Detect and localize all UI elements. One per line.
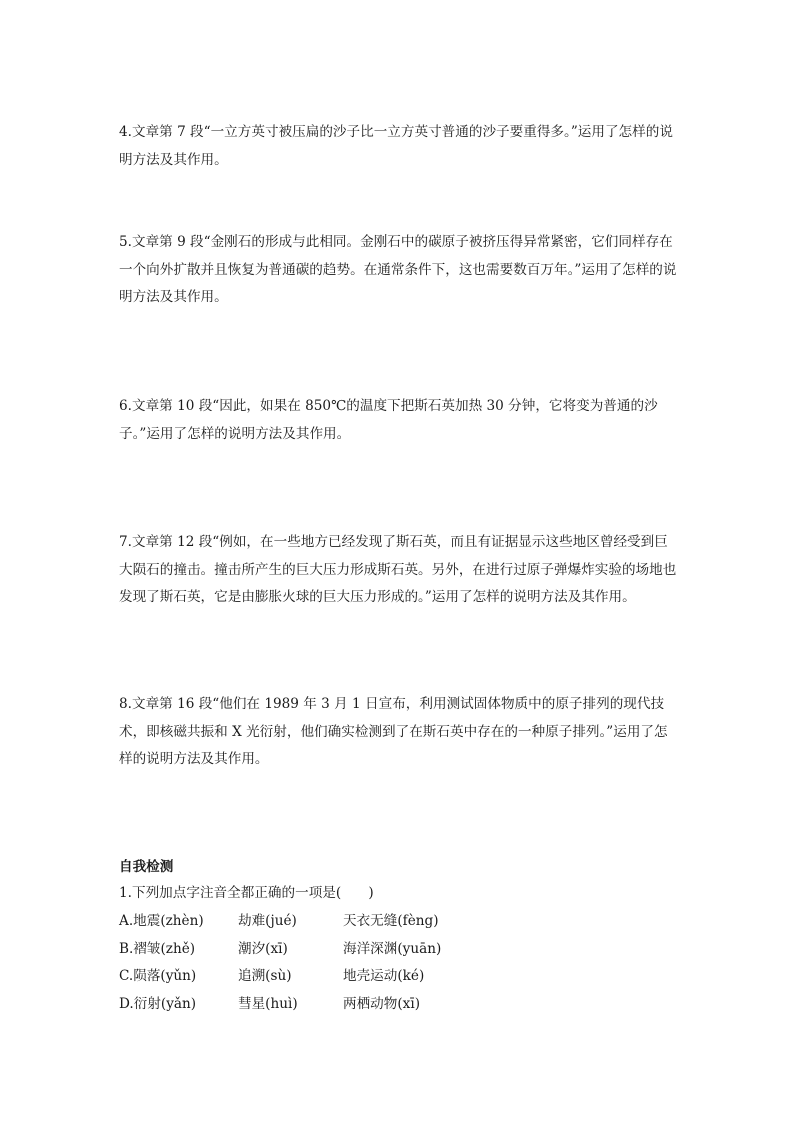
option-d-word-3: 两栖动物(xī) [343, 996, 420, 1012]
question-6: 6.文章第 10 段“因此，如果在 850℃的温度下把斯石英加热 30 分钟，它将变为普通的沙子。”运用了怎样的说明方法及其作用。 [119, 398, 658, 442]
question-4: 4.文章第 7 段“一立方英寸被压扁的沙子比一立方英寸普通的沙子要重得多。”运用了怎样的说明方法及其作用。 [119, 124, 673, 168]
option-d-word-1: D.衍射(yǎn) [119, 996, 197, 1012]
question-8: 8.文章第 16 段“他们在 1989 年 3 月 1 日宣布，利用测试固体物质中的原子排列的现代技术，即核磁共振和 X 光衍射，他们确实检测到了在斯石英中存在的一种原子排列。”运用了怎样的说明方法及其作用。 [119, 696, 668, 767]
question-5: 5.文章第 9 段“金刚石的形成与此相同。金刚石中的碳原子被挤压得异常紧密，它们同样存在一个向外扩散并且恢复为普通碳的趋势。在通常条件下，这也需要数百万年。”运用了怎样的说明方法及其作用。 [119, 234, 677, 305]
self-check-heading: 自我检测 [119, 859, 174, 875]
option-c-word-2: 追溯(sù) [238, 968, 292, 984]
option-b-word-2: 潮汐(xī) [238, 941, 288, 957]
option-d-word-2: 彗星(huì) [238, 996, 298, 1012]
question-7: 7.文章第 12 段“例如，在一些地方已经发现了斯石英，而且有证据显示这些地区曾经受到巨大陨石的撞击。撞击所产生的巨大压力形成斯石英。另外，在进行过原子弹爆炸实验的场地也发现了斯石英，它是由膨胀火球的巨大压力形成的。”运用了怎样的说明方法及其作用。 [119, 534, 677, 605]
mcq-question: 1.下列加点字注音全都正确的一项是( ) [119, 885, 374, 901]
option-b-word-3: 海洋深渊(yuān) [343, 941, 442, 957]
option-a-word-2: 劫难(jué) [238, 913, 297, 929]
option-a-word-3: 天衣无缝(fèng) [343, 913, 439, 929]
option-a-word-1: A.地震(zhèn) [119, 913, 204, 929]
option-b-word-1: B.褶皱(zhě) [119, 941, 196, 957]
option-c-word-1: C.陨落(yǔn) [119, 968, 197, 984]
option-c-word-3: 地壳运动(ké) [343, 968, 425, 984]
